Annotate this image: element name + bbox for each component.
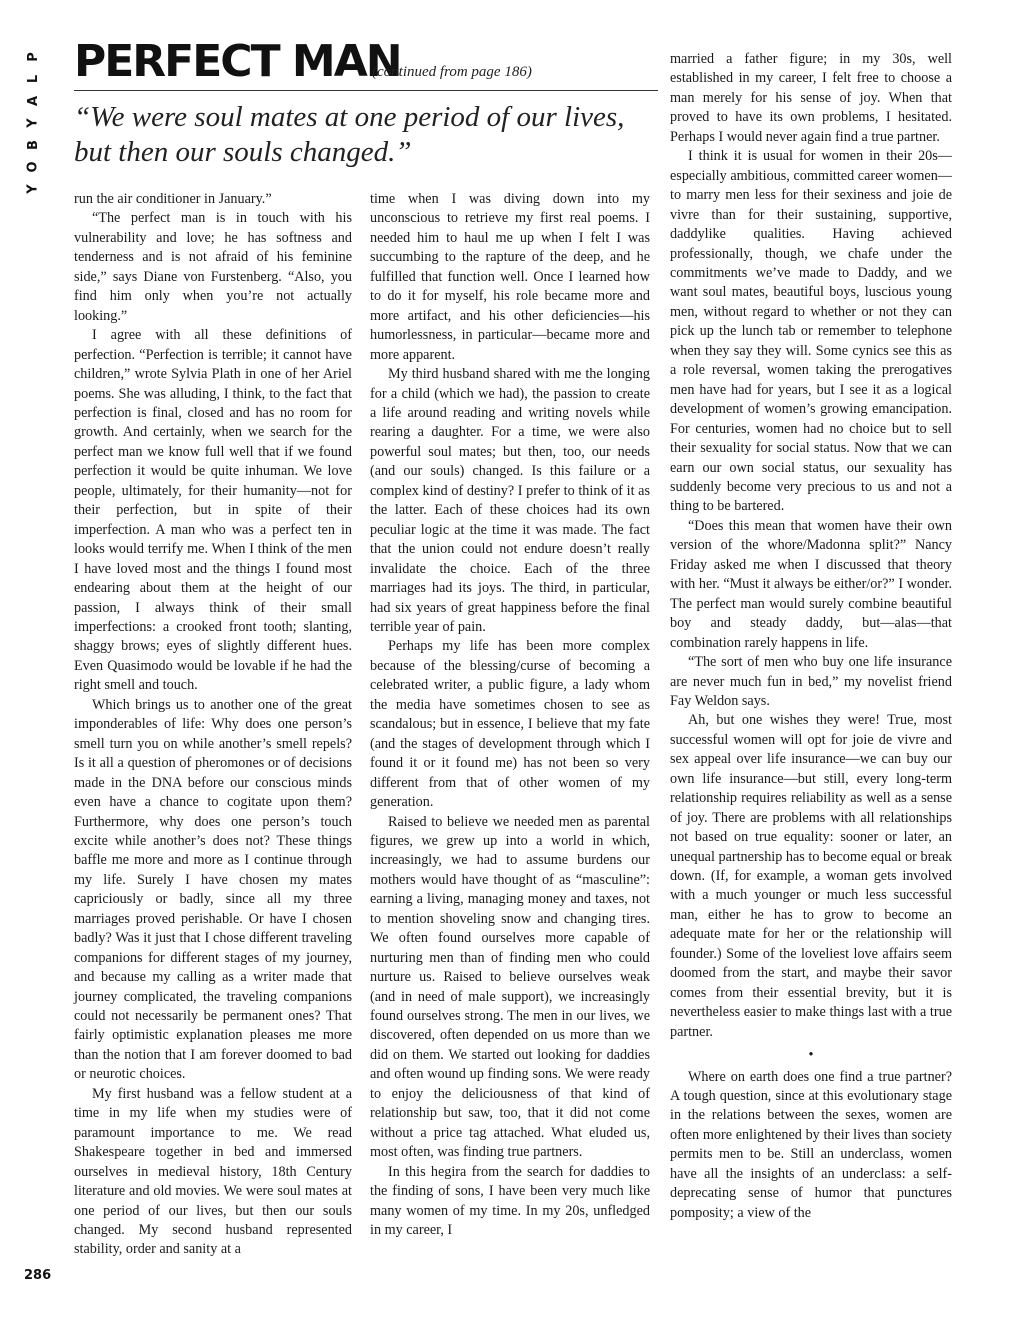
magazine-name-vertical: [22, 46, 46, 200]
paragraph: married a father figure; in my 30s, well established in my career, I felt free to choose a man merely for his sense of joy. When that proved to have its own problems, I hesitated. Perhaps I would never again find a true partner.: [670, 51, 952, 145]
text-column-3: [670, 50, 952, 1223]
text-column-1: [74, 190, 352, 1260]
article-headline: PERFECT MAN: [74, 36, 401, 87]
sidebar-letter: L: [25, 74, 41, 84]
paragraph: “Does this mean that women have their own version of the whore/Madonna split?” Nancy Friday asked me when I discussed that theory with her. “Must it always be either/or?” I wonder. The perfect man would surely combine beautiful boy and steady daddy, but—alas—that combination rarely happens in life.: [670, 517, 952, 651]
paragraph: Where on earth does one find a true partner? A tough question, since at this evolutionary stage in the relations between the sexes, women are often more enlightened by their lives than society permits men to be. Still an underclass, women have all the insights of an underclass: a self-deprecating sense of humor that punctures pomposity; a view of the: [670, 1068, 952, 1221]
headline-rule: [74, 90, 658, 91]
paragraph: My third husband shared with me the longing for a child (which we had), the passion to create a life around reading and writing novels while rearing a daughter. For a time, we were also powerful soul mates; but then, too, our needs (and our souls) changed. Is this failure or a complex kind of destiny? I prefer to think of it as the latter. Each of these choices had its own peculiar logic at the time it was made. The fact that the union could not endure doesn’t really invalidate the choice. Each of the three marriages had its joys. The third, in particular, had six years of great happiness before the final terrible year of pain.: [370, 366, 650, 635]
sidebar-letter: A: [26, 95, 41, 107]
paragraph: Ah, but one wishes they were! True, most successful women will opt for joie de vivre and sex appeal over life insurance—we can buy our own life insurance—but still, every long-term relationship requires reliability as well as a sense of joy. There are problems with all relationships not based on true equality: sooner or later, an unequal partnership has to become equal or break down. (If, for example, a woman gets involved with a much younger or much less successful man, either he has to grow to become an adequate mate for her or the relationship will founder.) Some of the loveliest love affairs seem doomed from the start, and maybe their savor comes from their essential brevity, but it is nevertheless easier to make things last with a true partner.: [670, 712, 952, 1040]
page-number: 286: [24, 1268, 52, 1283]
paragraph: run the air conditioner in January.”: [74, 191, 272, 207]
text-column-2: [370, 190, 650, 1240]
section-break-bullet: •: [808, 1047, 814, 1064]
paragraph: Which brings us to another one of the great imponderables of life: Why does one person’s smell turn you on while another’s smell repels? Is it all a question of pheromones or of decisions made in the DNA before our conscious minds even have a chance to cogitate upon them? Furthermore, why does one person’s touch excite while another’s does not? These things baffle me more and more as I continue through my life. Surely I have chosen my mates capriciously or badly, since all my three marriages proved perishable. Or have I chosen badly? Was it just that I chose different traveling companions for different stages of my journey, and because my calling as a writer made that journey complicated, the traveling companions could not necessarily be permanent ones? That fairly optimistic explanation pleases me more than the notion that I am forever doomed to bad or neurotic choices.: [74, 696, 352, 1083]
sidebar-letter: Y: [25, 184, 41, 194]
paragraph: “The sort of men who buy one life insurance are never much fun in bed,” my novelist friend Fay Weldon says.: [670, 654, 952, 709]
sidebar-letter: O: [26, 161, 41, 173]
paragraph: time when I was diving down into my unconscious to retrieve my first real poems. I needed him to haul me up when I felt I was succumbing to the rapture of the deep, and he fulfilled that function well. Once I learned how to do it for myself, his role became more and more artifact, and his other deficiencies—his humorlessness, in particular—became more and more apparent.: [370, 191, 650, 363]
continued-note: (continued from page 186): [372, 64, 532, 80]
pull-quote: “We were soul mates at one period of our lives, but then our souls changed.”: [74, 101, 625, 168]
sidebar-letter: B: [25, 140, 41, 150]
paragraph: In this hegira from the search for daddies to the finding of sons, I have been very much like many women of my time. In my 20s, unfledged in my career, I: [370, 1163, 650, 1239]
sidebar-letter: P: [26, 52, 41, 62]
paragraph: Raised to believe we needed men as parental figures, we grew up into a world in which, increasingly, we had to assume burdens our mothers would have thought of as “masculine”: earning a living, managing money and taxes, not to mention shoveling snow and changing tires. We often found ourselves more capable of nurturing men than of finding men who could nurture us. Raised to believe ourselves weak (and in need of male support), we increasingly found ourselves strong. The men in our lives, we discovered, often depended on us more than we did on them. We started out looking for daddies and often wound up finding sons. We were ready to enjoy the deliciousness of that kind of relationship but saw, too, that it did not come without a price tag attached. What eluded us, most often, was finding true partners.: [370, 813, 650, 1161]
paragraph: Perhaps my life has been more complex because of the blessing/curse of becoming a celebrated writer, a public figure, a lady whom the media have sometimes chosen to see as scandalous; but in essence, I believe that my fate (and the stages of development through which I found it or it found me) has not been so very different from that of other women of my generation.: [370, 638, 650, 811]
paragraph: “The perfect man is in touch with his vulnerability and love; he has softness and tenderness and is not afraid of his feminine side,” says Diane von Furstenberg. “Also, you find him only when you’re not actually looking.”: [74, 210, 352, 324]
paragraph: My first husband was a fellow student at a time in my life when my studies were of paramount importance to me. We read Shakespeare together in bed and immersed ourselves in medieval history, 18th Century literature and old movies. We were soul mates at one period of our lives, but then our souls changed. My second husband represented stability, order and sanity at a: [74, 1085, 352, 1258]
sidebar-letter: Y: [25, 118, 41, 128]
paragraph: I think it is usual for women in their 20s—especially ambitious, committed career women—to marry men less for their sexiness and joie de vivre than for their sustaining, supportive, daddylike qualities. Having achieved professionally, though, we chafe under the commitments we’ve made to Daddy, and we want soul mates, beautiful boys, luscious young men, without regard to whether or not they can pick up the lunch tab or remember to telephone when they say they will. Some cynics see this as a role reversal, women taking the prerogatives men have had for years, but I see it as a logical development of women’s growing emancipation. For centuries, women had no choice but to sell their sexuality for social status. Now that we can earn our own social status, our sexuality has suddenly become very precious to us and not a thing to be bartered.: [670, 148, 952, 515]
paragraph: I agree with all these definitions of perfection. “Perfection is terrible; it cannot have children,” wrote Sylvia Plath in one of her Ariel poems. She was alluding, I think, to the fact that perfection is final, closed and has no room for growth. And certainly, when we search for the perfect man we know full well that if we found perfection it would be quite inhuman. We love people, ultimately, for their humanity—not for their perfection, but in spite of their imperfection. A man who was a perfect ten in looks would terrify me. When I think of the men I have loved most and the things I found most endearing about them at the height of our passion, I always think of their small imperfections: a crooked front tooth; slanting, shaggy brows; eyes of slightly different hues. Even Quasimodo would be lovable if he had the right smell and touch.: [74, 327, 352, 694]
